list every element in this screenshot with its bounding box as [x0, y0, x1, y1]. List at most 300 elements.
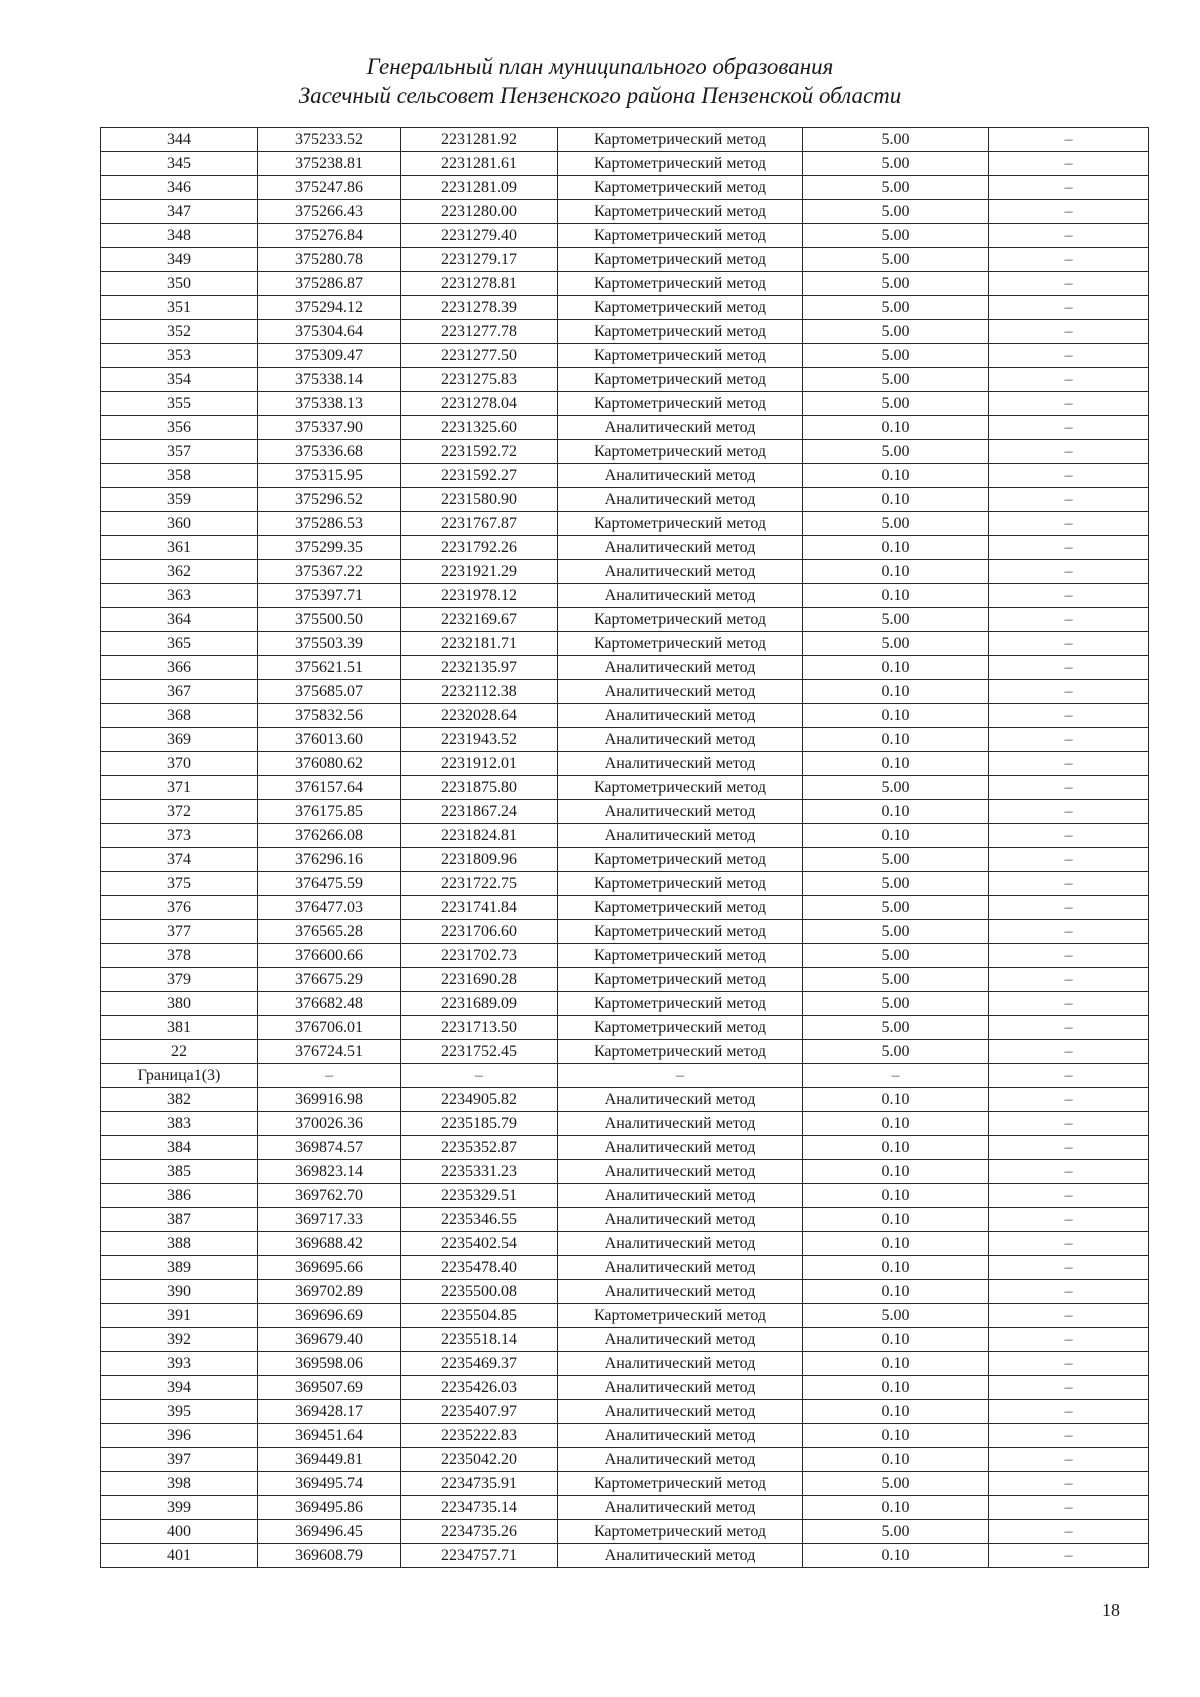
table-row — [101, 752, 1149, 776]
point-number-cell: 348 — [101, 224, 258, 248]
y-coordinate-cell: 2231592.72 — [401, 440, 558, 464]
table-row — [101, 728, 1149, 752]
table-row — [101, 1496, 1149, 1520]
accuracy-cell: 0.10 — [803, 1136, 989, 1160]
note-cell: – — [989, 488, 1149, 512]
x-coordinate-cell: 369702.89 — [258, 1280, 401, 1304]
x-coordinate-cell: 369428.17 — [258, 1400, 401, 1424]
page-number: 18 — [1102, 1600, 1120, 1620]
method-cell: Картометрический метод — [558, 896, 803, 920]
method-cell: Аналитический метод — [558, 656, 803, 680]
method-cell: Аналитический метод — [558, 1496, 803, 1520]
x-coordinate-cell: 369696.69 — [258, 1304, 401, 1328]
accuracy-cell: 0.10 — [803, 704, 989, 728]
point-number-cell: 365 — [101, 632, 258, 656]
x-coordinate-cell: 375266.43 — [258, 200, 401, 224]
note-cell: – — [989, 536, 1149, 560]
table-row — [101, 464, 1149, 488]
x-coordinate-cell: 376266.08 — [258, 824, 401, 848]
note-cell: – — [989, 296, 1149, 320]
method-cell: Картометрический метод — [558, 272, 803, 296]
method-cell: Аналитический метод — [558, 1352, 803, 1376]
x-coordinate-cell: 375304.64 — [258, 320, 401, 344]
method-cell: Аналитический метод — [558, 584, 803, 608]
x-coordinate-cell: 376724.51 — [258, 1040, 401, 1064]
x-coordinate-cell: 375294.12 — [258, 296, 401, 320]
y-coordinate-cell: 2231689.09 — [401, 992, 558, 1016]
accuracy-cell: 0.10 — [803, 1496, 989, 1520]
point-number-cell: 389 — [101, 1256, 258, 1280]
note-cell: – — [989, 440, 1149, 464]
point-number-cell: 361 — [101, 536, 258, 560]
point-number-cell: 396 — [101, 1424, 258, 1448]
accuracy-cell: 0.10 — [803, 752, 989, 776]
point-number-cell: 385 — [101, 1160, 258, 1184]
table-row — [101, 1472, 1149, 1496]
method-cell: Картометрический метод — [558, 992, 803, 1016]
x-coordinate-cell: 375336.68 — [258, 440, 401, 464]
y-coordinate-cell: 2231943.52 — [401, 728, 558, 752]
point-number-cell: 388 — [101, 1232, 258, 1256]
point-number-cell: 347 — [101, 200, 258, 224]
note-cell: – — [989, 1376, 1149, 1400]
method-cell: Картометрический метод — [558, 152, 803, 176]
x-coordinate-cell: 375621.51 — [258, 656, 401, 680]
method-cell: Аналитический метод — [558, 824, 803, 848]
table-row — [101, 1424, 1149, 1448]
table-row — [101, 128, 1149, 152]
y-coordinate-cell: 2235407.97 — [401, 1400, 558, 1424]
point-number-cell: 390 — [101, 1280, 258, 1304]
method-cell: Картометрический метод — [558, 368, 803, 392]
point-number-cell: 374 — [101, 848, 258, 872]
note-cell: – — [989, 512, 1149, 536]
note-cell: – — [989, 1496, 1149, 1520]
x-coordinate-cell: 369717.33 — [258, 1208, 401, 1232]
method-cell: Аналитический метод — [558, 416, 803, 440]
x-coordinate-cell: 375299.35 — [258, 536, 401, 560]
method-cell: Картометрический метод — [558, 920, 803, 944]
table-row — [101, 872, 1149, 896]
accuracy-cell: 5.00 — [803, 632, 989, 656]
point-number-cell: 377 — [101, 920, 258, 944]
table-row — [101, 248, 1149, 272]
y-coordinate-cell: 2235329.51 — [401, 1184, 558, 1208]
method-cell: Аналитический метод — [558, 464, 803, 488]
point-number-cell: 400 — [101, 1520, 258, 1544]
table-row — [101, 1448, 1149, 1472]
x-coordinate-cell: 369608.79 — [258, 1544, 401, 1568]
x-coordinate-cell: 376477.03 — [258, 896, 401, 920]
y-coordinate-cell: 2232181.71 — [401, 632, 558, 656]
table-row — [101, 344, 1149, 368]
table-row — [101, 1064, 1149, 1088]
accuracy-cell: 5.00 — [803, 344, 989, 368]
note-cell: – — [989, 1232, 1149, 1256]
y-coordinate-cell: 2231792.26 — [401, 536, 558, 560]
note-cell: – — [989, 200, 1149, 224]
table-row — [101, 1328, 1149, 1352]
method-cell: Картометрический метод — [558, 632, 803, 656]
point-number-cell: 384 — [101, 1136, 258, 1160]
note-cell: – — [989, 704, 1149, 728]
point-number-cell: 397 — [101, 1448, 258, 1472]
point-number-cell: 393 — [101, 1352, 258, 1376]
coordinates-table-container — [100, 127, 1148, 1568]
note-cell: – — [989, 728, 1149, 752]
point-number-cell: 372 — [101, 800, 258, 824]
method-cell: Аналитический метод — [558, 752, 803, 776]
table-row — [101, 176, 1149, 200]
accuracy-cell: 0.10 — [803, 1400, 989, 1424]
method-cell: Аналитический метод — [558, 1424, 803, 1448]
point-number-cell: 366 — [101, 656, 258, 680]
x-coordinate-cell: 375309.47 — [258, 344, 401, 368]
note-cell: – — [989, 680, 1149, 704]
x-coordinate-cell: 369679.40 — [258, 1328, 401, 1352]
table-row — [101, 488, 1149, 512]
y-coordinate-cell: 2231277.78 — [401, 320, 558, 344]
accuracy-cell: 0.10 — [803, 728, 989, 752]
point-number-cell: 369 — [101, 728, 258, 752]
coordinates-table-body — [101, 128, 1149, 1568]
y-coordinate-cell: 2234757.71 — [401, 1544, 558, 1568]
x-coordinate-cell: 375503.39 — [258, 632, 401, 656]
point-number-cell: 382 — [101, 1088, 258, 1112]
point-number-cell: 381 — [101, 1016, 258, 1040]
y-coordinate-cell: 2231702.73 — [401, 944, 558, 968]
y-coordinate-cell: 2235346.55 — [401, 1208, 558, 1232]
table-row — [101, 368, 1149, 392]
note-cell: – — [989, 920, 1149, 944]
accuracy-cell: 0.10 — [803, 584, 989, 608]
method-cell: Аналитический метод — [558, 1256, 803, 1280]
accuracy-cell: 5.00 — [803, 512, 989, 536]
y-coordinate-cell: 2231325.60 — [401, 416, 558, 440]
table-row — [101, 824, 1149, 848]
accuracy-cell: 0.10 — [803, 416, 989, 440]
accuracy-cell: 5.00 — [803, 224, 989, 248]
x-coordinate-cell: 375685.07 — [258, 680, 401, 704]
note-cell: – — [989, 1520, 1149, 1544]
note-cell: – — [989, 1160, 1149, 1184]
table-row — [101, 1304, 1149, 1328]
method-cell: Аналитический метод — [558, 1544, 803, 1568]
x-coordinate-cell: 376675.29 — [258, 968, 401, 992]
note-cell: – — [989, 1328, 1149, 1352]
point-number-cell: 356 — [101, 416, 258, 440]
point-number-cell: Граница1(3) — [101, 1064, 258, 1088]
x-coordinate-cell: 369874.57 — [258, 1136, 401, 1160]
note-cell: – — [989, 368, 1149, 392]
method-cell: Аналитический метод — [558, 1400, 803, 1424]
table-row — [101, 296, 1149, 320]
point-number-cell: 371 — [101, 776, 258, 800]
y-coordinate-cell: 2231280.00 — [401, 200, 558, 224]
accuracy-cell: 5.00 — [803, 296, 989, 320]
method-cell: Картометрический метод — [558, 776, 803, 800]
point-number-cell: 370 — [101, 752, 258, 776]
accuracy-cell: 5.00 — [803, 272, 989, 296]
y-coordinate-cell: 2231824.81 — [401, 824, 558, 848]
document-header — [0, 52, 1200, 110]
point-number-cell: 363 — [101, 584, 258, 608]
note-cell: – — [989, 824, 1149, 848]
x-coordinate-cell: 375367.22 — [258, 560, 401, 584]
point-number-cell: 392 — [101, 1328, 258, 1352]
x-coordinate-cell: 375337.90 — [258, 416, 401, 440]
table-row — [101, 680, 1149, 704]
table-row — [101, 584, 1149, 608]
table-row — [101, 632, 1149, 656]
method-cell: Аналитический метод — [558, 1232, 803, 1256]
x-coordinate-cell: 375276.84 — [258, 224, 401, 248]
method-cell: Аналитический метод — [558, 1088, 803, 1112]
table-row — [101, 1256, 1149, 1280]
table-row — [101, 416, 1149, 440]
accuracy-cell: – — [803, 1064, 989, 1088]
y-coordinate-cell: 2235518.14 — [401, 1328, 558, 1352]
point-number-cell: 360 — [101, 512, 258, 536]
note-cell: – — [989, 800, 1149, 824]
accuracy-cell: 5.00 — [803, 992, 989, 1016]
y-coordinate-cell: 2235352.87 — [401, 1136, 558, 1160]
note-cell: – — [989, 944, 1149, 968]
y-coordinate-cell: 2231767.87 — [401, 512, 558, 536]
method-cell: Аналитический метод — [558, 800, 803, 824]
x-coordinate-cell: 375296.52 — [258, 488, 401, 512]
method-cell: Картометрический метод — [558, 392, 803, 416]
accuracy-cell: 5.00 — [803, 968, 989, 992]
point-number-cell: 380 — [101, 992, 258, 1016]
x-coordinate-cell: 376600.66 — [258, 944, 401, 968]
point-number-cell: 344 — [101, 128, 258, 152]
y-coordinate-cell: 2235042.20 — [401, 1448, 558, 1472]
accuracy-cell: 5.00 — [803, 944, 989, 968]
point-number-cell: 394 — [101, 1376, 258, 1400]
note-cell: – — [989, 1184, 1149, 1208]
note-cell: – — [989, 560, 1149, 584]
table-row — [101, 968, 1149, 992]
point-number-cell: 386 — [101, 1184, 258, 1208]
x-coordinate-cell: 375338.13 — [258, 392, 401, 416]
table-row — [101, 1280, 1149, 1304]
accuracy-cell: 0.10 — [803, 1088, 989, 1112]
note-cell: – — [989, 416, 1149, 440]
point-number-cell: 378 — [101, 944, 258, 968]
x-coordinate-cell: 375238.81 — [258, 152, 401, 176]
accuracy-cell: 5.00 — [803, 320, 989, 344]
table-row — [101, 320, 1149, 344]
accuracy-cell: 5.00 — [803, 872, 989, 896]
method-cell: Аналитический метод — [558, 728, 803, 752]
accuracy-cell: 0.10 — [803, 824, 989, 848]
table-row — [101, 1136, 1149, 1160]
accuracy-cell: 0.10 — [803, 1232, 989, 1256]
note-cell: – — [989, 176, 1149, 200]
accuracy-cell: 0.10 — [803, 488, 989, 512]
method-cell: Картометрический метод — [558, 608, 803, 632]
point-number-cell: 364 — [101, 608, 258, 632]
x-coordinate-cell: 375832.56 — [258, 704, 401, 728]
x-coordinate-cell: 369495.74 — [258, 1472, 401, 1496]
y-coordinate-cell: 2231706.60 — [401, 920, 558, 944]
header-title-line-2: Засечный сельсовет Пензенского района Пензенской области — [298, 83, 902, 108]
table-row — [101, 512, 1149, 536]
method-cell: Картометрический метод — [558, 968, 803, 992]
table-row — [101, 200, 1149, 224]
note-cell: – — [989, 1064, 1149, 1088]
x-coordinate-cell: 369598.06 — [258, 1352, 401, 1376]
note-cell: – — [989, 584, 1149, 608]
x-coordinate-cell: 369688.42 — [258, 1232, 401, 1256]
note-cell: – — [989, 752, 1149, 776]
y-coordinate-cell: 2231281.09 — [401, 176, 558, 200]
x-coordinate-cell: 376565.28 — [258, 920, 401, 944]
method-cell: Аналитический метод — [558, 1280, 803, 1304]
y-coordinate-cell: 2231275.83 — [401, 368, 558, 392]
accuracy-cell: 0.10 — [803, 536, 989, 560]
point-number-cell: 376 — [101, 896, 258, 920]
x-coordinate-cell: 376682.48 — [258, 992, 401, 1016]
y-coordinate-cell: 2231713.50 — [401, 1016, 558, 1040]
method-cell: Аналитический метод — [558, 680, 803, 704]
accuracy-cell: 0.10 — [803, 1376, 989, 1400]
x-coordinate-cell: 375315.95 — [258, 464, 401, 488]
x-coordinate-cell: 376013.60 — [258, 728, 401, 752]
accuracy-cell: 5.00 — [803, 1520, 989, 1544]
note-cell: – — [989, 896, 1149, 920]
table-row — [101, 1352, 1149, 1376]
method-cell: Картометрический метод — [558, 1472, 803, 1496]
note-cell: – — [989, 272, 1149, 296]
table-row — [101, 224, 1149, 248]
accuracy-cell: 0.10 — [803, 1424, 989, 1448]
y-coordinate-cell: 2234905.82 — [401, 1088, 558, 1112]
x-coordinate-cell: 375286.53 — [258, 512, 401, 536]
y-coordinate-cell: 2231278.39 — [401, 296, 558, 320]
x-coordinate-cell: 375280.78 — [258, 248, 401, 272]
y-coordinate-cell: 2232112.38 — [401, 680, 558, 704]
note-cell: – — [989, 248, 1149, 272]
point-number-cell: 358 — [101, 464, 258, 488]
method-cell: Картометрический метод — [558, 344, 803, 368]
table-row — [101, 1184, 1149, 1208]
y-coordinate-cell: 2235504.85 — [401, 1304, 558, 1328]
point-number-cell: 359 — [101, 488, 258, 512]
accuracy-cell: 5.00 — [803, 392, 989, 416]
note-cell: – — [989, 464, 1149, 488]
accuracy-cell: 0.10 — [803, 1184, 989, 1208]
x-coordinate-cell: 375338.14 — [258, 368, 401, 392]
accuracy-cell: 5.00 — [803, 920, 989, 944]
note-cell: – — [989, 1208, 1149, 1232]
note-cell: – — [989, 1040, 1149, 1064]
accuracy-cell: 5.00 — [803, 1304, 989, 1328]
note-cell: – — [989, 344, 1149, 368]
method-cell: Аналитический метод — [558, 1328, 803, 1352]
table-row — [101, 1088, 1149, 1112]
note-cell: – — [989, 1448, 1149, 1472]
method-cell: Картометрический метод — [558, 128, 803, 152]
note-cell: – — [989, 1016, 1149, 1040]
header-title-line-1: Генеральный план муниципального образования — [366, 54, 834, 79]
note-cell: – — [989, 776, 1149, 800]
method-cell: Картометрический метод — [558, 1520, 803, 1544]
y-coordinate-cell: 2231867.24 — [401, 800, 558, 824]
method-cell: Картометрический метод — [558, 848, 803, 872]
point-number-cell: 395 — [101, 1400, 258, 1424]
table-row — [101, 1208, 1149, 1232]
note-cell: – — [989, 1136, 1149, 1160]
accuracy-cell: 0.10 — [803, 1352, 989, 1376]
table-row — [101, 800, 1149, 824]
note-cell: – — [989, 1304, 1149, 1328]
y-coordinate-cell: 2232135.97 — [401, 656, 558, 680]
accuracy-cell: 5.00 — [803, 1472, 989, 1496]
x-coordinate-cell: 369495.86 — [258, 1496, 401, 1520]
note-cell: – — [989, 392, 1149, 416]
y-coordinate-cell: 2231281.92 — [401, 128, 558, 152]
accuracy-cell: 5.00 — [803, 200, 989, 224]
point-number-cell: 357 — [101, 440, 258, 464]
y-coordinate-cell: 2231921.29 — [401, 560, 558, 584]
y-coordinate-cell: 2231281.61 — [401, 152, 558, 176]
y-coordinate-cell: 2231278.04 — [401, 392, 558, 416]
note-cell: – — [989, 848, 1149, 872]
point-number-cell: 373 — [101, 824, 258, 848]
method-cell: Аналитический метод — [558, 704, 803, 728]
method-cell: Аналитический метод — [558, 1376, 803, 1400]
note-cell: – — [989, 1472, 1149, 1496]
method-cell: Картометрический метод — [558, 320, 803, 344]
y-coordinate-cell: 2235478.40 — [401, 1256, 558, 1280]
accuracy-cell: 5.00 — [803, 176, 989, 200]
accuracy-cell: 5.00 — [803, 248, 989, 272]
accuracy-cell: 5.00 — [803, 896, 989, 920]
y-coordinate-cell: 2231592.27 — [401, 464, 558, 488]
table-row — [101, 1400, 1149, 1424]
y-coordinate-cell: 2231809.96 — [401, 848, 558, 872]
point-number-cell: 346 — [101, 176, 258, 200]
accuracy-cell: 5.00 — [803, 1016, 989, 1040]
y-coordinate-cell: 2235469.37 — [401, 1352, 558, 1376]
accuracy-cell: 5.00 — [803, 1040, 989, 1064]
table-row — [101, 656, 1149, 680]
table-row — [101, 848, 1149, 872]
point-number-cell: 375 — [101, 872, 258, 896]
note-cell: – — [989, 632, 1149, 656]
y-coordinate-cell: 2234735.26 — [401, 1520, 558, 1544]
x-coordinate-cell: 369451.64 — [258, 1424, 401, 1448]
method-cell: Картометрический метод — [558, 1304, 803, 1328]
x-coordinate-cell: 376706.01 — [258, 1016, 401, 1040]
table-row — [101, 1232, 1149, 1256]
note-cell: – — [989, 1352, 1149, 1376]
y-coordinate-cell: 2231978.12 — [401, 584, 558, 608]
x-coordinate-cell: 376157.64 — [258, 776, 401, 800]
x-coordinate-cell: 369762.70 — [258, 1184, 401, 1208]
point-number-cell: 22 — [101, 1040, 258, 1064]
point-number-cell: 383 — [101, 1112, 258, 1136]
method-cell: Аналитический метод — [558, 1448, 803, 1472]
point-number-cell: 362 — [101, 560, 258, 584]
accuracy-cell: 5.00 — [803, 152, 989, 176]
x-coordinate-cell: 370026.36 — [258, 1112, 401, 1136]
accuracy-cell: 0.10 — [803, 1544, 989, 1568]
x-coordinate-cell: 376296.16 — [258, 848, 401, 872]
method-cell: Картометрический метод — [558, 440, 803, 464]
